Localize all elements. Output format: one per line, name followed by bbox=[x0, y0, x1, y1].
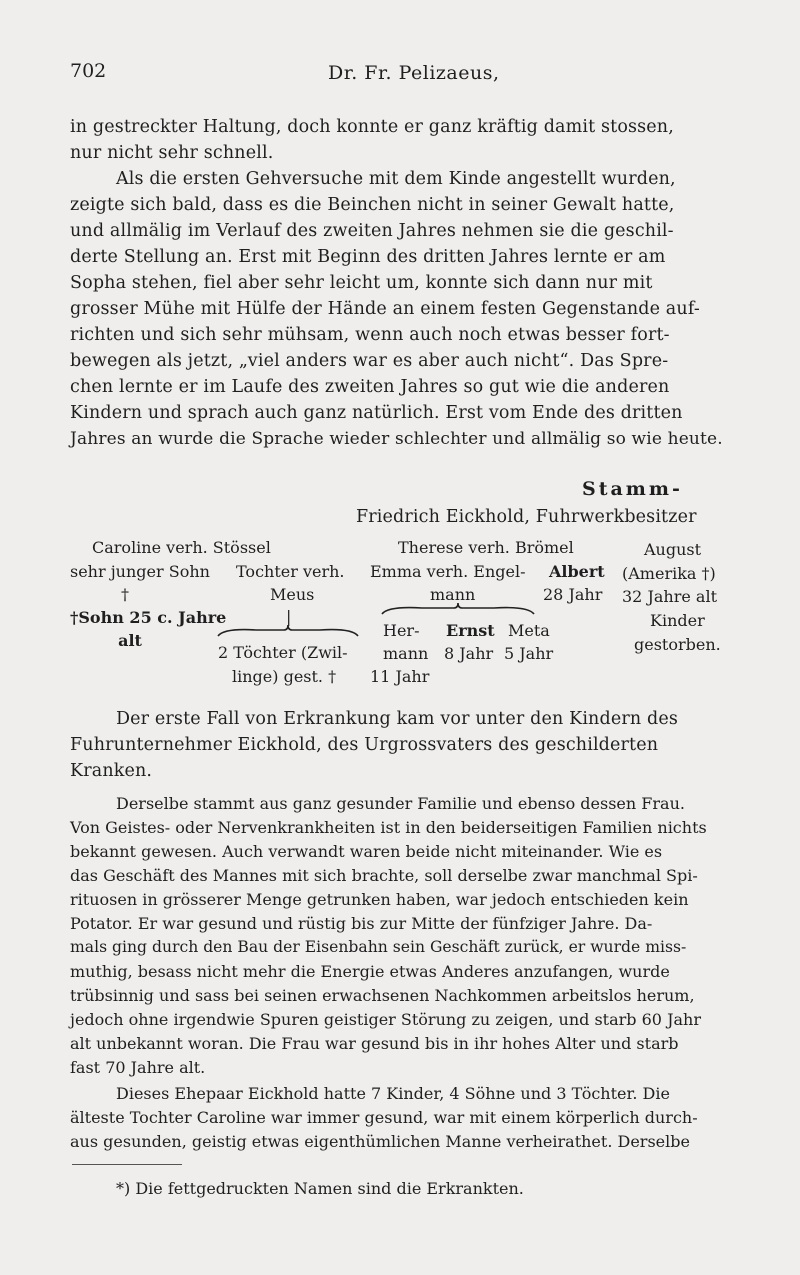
text-line: trübsinnig und sass bei seinen erwachsenen Nachkommen arbeitslos herum, bbox=[70, 986, 695, 1005]
text-line: Als die ersten Gehversuche mit dem Kinde angestellt wurden, bbox=[116, 169, 676, 189]
text-line: und allmälig im Verlauf des zweiten Jahres nehmen sie die geschil- bbox=[70, 221, 674, 241]
text-line: Von Geistes- oder Nervenkrankheiten ist in den beiderseitigen Familien nichts bbox=[70, 818, 707, 837]
tree-ernst: Ernst bbox=[446, 621, 495, 640]
tree-meta-age: 5 Jahr bbox=[504, 644, 554, 663]
tree-august: August bbox=[644, 540, 702, 559]
text-line: Der erste Fall von Erkrankung kam vor unter den Kindern des bbox=[116, 709, 678, 729]
tree-hermann-age: 11 Jahr bbox=[370, 667, 430, 686]
text-line: bekannt gewesen. Auch verwandt waren beide nicht miteinander. Wie es bbox=[70, 842, 663, 861]
tree-junger-sohn: sehr junger Sohn bbox=[70, 562, 210, 581]
running-title: Dr. Fr. Pelizaeus, bbox=[328, 62, 500, 84]
tree-bar: | bbox=[286, 607, 292, 626]
tree-caroline: Caroline verh. Stössel bbox=[92, 538, 271, 557]
text-line: Dieses Ehepaar Eickhold hatte 7 Kinder, 4 Söhne und 3 Töchter. Die bbox=[116, 1084, 670, 1103]
footnote-rule bbox=[72, 1164, 182, 1165]
footnote: *) Die fettgedruckten Namen sind die Erkrankten. bbox=[116, 1179, 524, 1198]
tree-emma: Emma verh. Engel- bbox=[370, 562, 526, 581]
text-line: Sopha stehen, fiel aber sehr leicht um, konnte sich dann nur mit bbox=[70, 273, 653, 293]
text-line: Potator. Er war gesund und rüstig bis zur Mitte der fünfziger Jahre. Da- bbox=[70, 914, 653, 933]
text-line: aus gesunden, geistig etwas eigenthümlichen Manne verheirathet. Derselbe bbox=[70, 1132, 690, 1151]
text-line: jedoch ohne irgendwie Spuren geistiger Störung zu zeigen, und starb 60 Jahr bbox=[70, 1010, 701, 1029]
tree-emma-mann: mann bbox=[430, 585, 476, 604]
text-line: derte Stellung an. Erst mit Beginn des dritten Jahres lernte er am bbox=[70, 247, 666, 267]
text-line: grosser Mühe mit Hülfe der Hände an einem festen Gegenstande auf- bbox=[70, 299, 700, 319]
tree-therese: Therese verh. Brömel bbox=[398, 538, 574, 557]
text-line: zeigte sich bald, dass es die Beinchen nicht in seiner Gewalt hatte, bbox=[70, 195, 675, 215]
tree-title: Stamm- bbox=[582, 478, 683, 500]
tree-albert: Albert bbox=[549, 562, 605, 581]
text-line: bewegen als jetzt, „viel anders war es aber auch nicht“. Das Spre- bbox=[70, 351, 669, 371]
tree-brace-left bbox=[216, 624, 360, 638]
tree-founder: Friedrich Eickhold, Fuhrwerkbesitzer bbox=[356, 507, 697, 527]
tree-meus: Meus bbox=[270, 585, 315, 604]
text-line: nur nicht sehr schnell. bbox=[70, 143, 274, 163]
text-line: das Geschäft des Mannes mit sich brachte, soll derselbe zwar manchmal Spi- bbox=[70, 866, 698, 885]
text-line: Kindern und sprach auch ganz natürlich. Erst vom Ende des dritten bbox=[70, 403, 683, 423]
text-line: fast 70 Jahre alt. bbox=[70, 1058, 206, 1077]
text-line: Derselbe stammt aus ganz gesunder Familie und ebenso dessen Frau. bbox=[116, 794, 685, 813]
text-line: alt unbekannt woran. Die Frau war gesund bis in ihr hohes Alter und starb bbox=[70, 1034, 679, 1053]
tree-zwillinge: linge) gest. † bbox=[232, 667, 337, 686]
tree-albert-age: 28 Jahr bbox=[543, 585, 603, 604]
tree-alt: alt bbox=[118, 631, 142, 650]
text-line: rituosen in grösserer Menge getrunken haben, war jedoch entschieden kein bbox=[70, 890, 689, 909]
text-line: Kranken. bbox=[70, 761, 153, 781]
text-line: in gestreckter Haltung, doch konnte er ganz kräftig damit stossen, bbox=[70, 117, 674, 137]
text-line: Fuhrunternehmer Eickhold, des Urgrossvaters des geschilderten bbox=[70, 735, 659, 755]
text-line: muthig, besass nicht mehr die Energie etwas Anderes anzufangen, wurde bbox=[70, 962, 670, 981]
tree-tochter: Tochter verh. bbox=[236, 562, 345, 581]
tree-sohn-bold: †Sohn 25 c. Jahre bbox=[70, 608, 227, 627]
page-number: 702 bbox=[70, 60, 107, 82]
tree-amerika: (Amerika †) bbox=[622, 564, 716, 583]
text-line: Jahres an wurde die Sprache wieder schlechter und allmälig so wie heute. bbox=[70, 429, 723, 449]
tree-meta: Meta bbox=[508, 621, 550, 640]
text-line: älteste Tochter Caroline war immer gesund, war mit einem körperlich durch- bbox=[70, 1108, 698, 1127]
tree-toechter: 2 Töchter (Zwil- bbox=[218, 643, 348, 662]
tree-kinder: Kinder bbox=[650, 611, 705, 630]
tree-hermann: Her- bbox=[383, 621, 420, 640]
tree-hermann-2: mann bbox=[383, 644, 429, 663]
tree-brace-right bbox=[380, 602, 536, 616]
text-line: chen lernte er im Laufe des zweiten Jahres so gut wie die anderen bbox=[70, 377, 670, 397]
text-line: mals ging durch den Bau der Eisenbahn sein Geschäft zurück, er wurde miss- bbox=[70, 938, 687, 956]
text-line: richten und sich sehr mühsam, wenn auch noch etwas besser fort- bbox=[70, 325, 670, 345]
tree-ernst-age: 8 Jahr bbox=[444, 644, 494, 663]
tree-gestorben: gestorben. bbox=[634, 635, 721, 654]
tree-august-age: 32 Jahre alt bbox=[622, 587, 717, 606]
tree-dagger: † bbox=[121, 585, 129, 604]
